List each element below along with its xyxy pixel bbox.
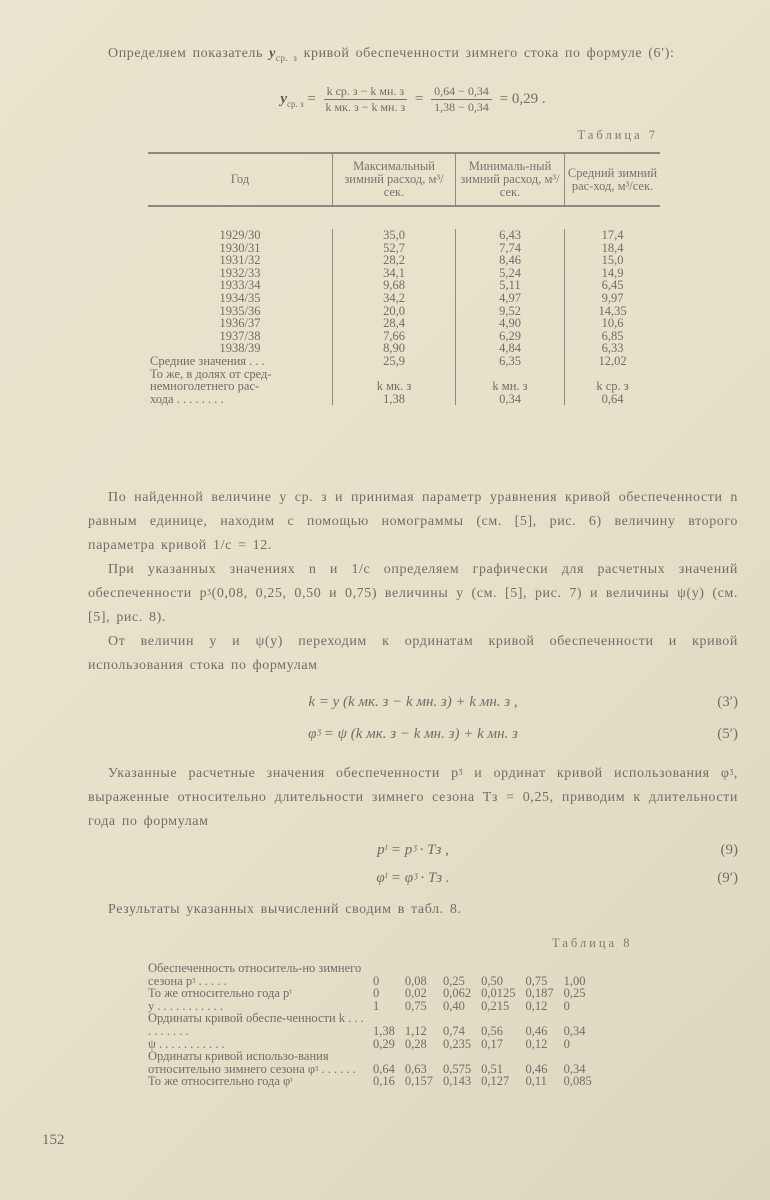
row-label: ψ . . . . . . . . . . . bbox=[148, 1036, 225, 1051]
header-max: Максимальный зимний расход, м³/сек. bbox=[333, 153, 456, 206]
table-cell: 0,085 bbox=[563, 1074, 592, 1089]
table-cell: 0,17 bbox=[481, 1036, 503, 1051]
table-cell: 1935/36 bbox=[219, 303, 261, 318]
table-cell: 4,84 bbox=[456, 342, 565, 355]
table-row bbox=[148, 380, 660, 393]
table-cell: 0,34 bbox=[456, 393, 565, 406]
table-cell: 0,08 bbox=[404, 973, 427, 988]
table-cell: 1936/37 bbox=[219, 316, 261, 331]
table-cell: 0,02 bbox=[404, 986, 427, 1001]
table-cell: k мн. з bbox=[456, 380, 565, 393]
table-cell: хода . . . . . . . . bbox=[150, 391, 224, 406]
table-cell: 1933/34 bbox=[219, 278, 261, 293]
table-cell: 0,25 bbox=[563, 986, 586, 1001]
table-cell: 0 bbox=[563, 1036, 570, 1051]
table-cell: 35,0 bbox=[333, 229, 456, 242]
row-label: То же относительно года pᵗ bbox=[148, 986, 292, 1001]
table-cell: 17,4 bbox=[565, 229, 661, 242]
table-cell: 0,56 bbox=[481, 1023, 503, 1038]
table-cell: 15,0 bbox=[565, 254, 661, 267]
table-cell: 10,6 bbox=[565, 317, 661, 330]
equation-5 bbox=[88, 726, 738, 743]
table-cell: 0,11 bbox=[525, 1074, 547, 1089]
formula-lhs: y bbox=[280, 90, 288, 107]
table-cell: 0,127 bbox=[481, 1074, 510, 1089]
formula-numerator-values: 0,64 − 0,34 bbox=[431, 84, 492, 100]
table-cell: 1929/30 bbox=[219, 228, 261, 242]
table-cell: 6,85 bbox=[565, 330, 661, 343]
row-label: Ординаты кривой обеспе-ченности k . . . . . . . . . . bbox=[148, 1011, 364, 1038]
table-cell: То же, в долях от сред- bbox=[150, 366, 272, 381]
table-row bbox=[148, 254, 660, 267]
equation-9 bbox=[88, 842, 738, 859]
table-cell: 1931/32 bbox=[219, 253, 261, 268]
eq9-text: pᵗ = pᶾ · Tз , bbox=[377, 842, 449, 858]
formula-lhs-sub: ср. з bbox=[287, 98, 304, 109]
paragraph-4: Указанные расчетные значения обеспеченности pᶾ и ординат кривой использования φᶾ, выраженные относительно длительности зимнего сезона Tз = 0,25, приводим к длительности года по формулам bbox=[88, 766, 738, 829]
table-row bbox=[148, 987, 597, 1000]
eq5-number: (5′) bbox=[717, 726, 738, 742]
table-cell: 0,64 bbox=[373, 1061, 395, 1076]
header-year: Год bbox=[148, 153, 333, 206]
row-label: y . . . . . . . . . . . bbox=[148, 998, 223, 1013]
table-cell: 0,51 bbox=[481, 1061, 503, 1076]
table-cell: 0,64 bbox=[565, 393, 661, 406]
table-cell: 12,02 bbox=[565, 355, 661, 368]
table-cell: 0,575 bbox=[443, 1061, 472, 1076]
table-cell: 6,45 bbox=[565, 279, 661, 292]
table-cell: k мк. з bbox=[333, 380, 456, 393]
table-cell: 0,157 bbox=[404, 1074, 433, 1089]
formula-numerator: k ср. з − k мн. з bbox=[324, 84, 408, 100]
table-cell: 5,11 bbox=[456, 279, 565, 292]
table-cell: 0,50 bbox=[481, 973, 503, 988]
table-cell: 9,97 bbox=[565, 292, 661, 305]
table-row bbox=[148, 229, 660, 242]
table-7 bbox=[148, 152, 660, 405]
table-cell: 0,187 bbox=[525, 986, 554, 1001]
table-cell: 1938/39 bbox=[219, 341, 261, 356]
table-cell: Средние значения . . . bbox=[150, 353, 265, 368]
table-row bbox=[148, 317, 660, 330]
table-cell: 28,2 bbox=[333, 254, 456, 267]
table-cell: 0,143 bbox=[443, 1074, 472, 1089]
table-cell: 6,35 bbox=[456, 355, 565, 368]
paragraph-5: Результаты указанных вычислений сводим в табл. 8. bbox=[108, 902, 462, 917]
table-cell: 1,38 bbox=[373, 1023, 395, 1038]
table-cell: 1,00 bbox=[563, 973, 586, 988]
table-cell: 0,16 bbox=[373, 1074, 395, 1089]
table-cell: 0,75 bbox=[404, 998, 427, 1013]
table-cell: 20,0 bbox=[333, 305, 456, 318]
table-cell: 0 bbox=[373, 986, 380, 1001]
table8-caption: Таблица 8 bbox=[552, 936, 633, 950]
table-cell: 0,0125 bbox=[481, 986, 516, 1001]
table-cell: 7,74 bbox=[456, 242, 565, 255]
table-cell: 0 bbox=[563, 998, 570, 1013]
table-cell: 9,68 bbox=[333, 279, 456, 292]
paragraph-3: От величин y и ψ(y) переходим к ординатам кривой обеспеченности и кривой использования стока по формулам bbox=[88, 634, 738, 673]
table-cell: 6,43 bbox=[456, 229, 565, 242]
table-cell: 0,235 bbox=[443, 1036, 472, 1051]
table-cell: 4,97 bbox=[456, 292, 565, 305]
table-cell: 0,46 bbox=[525, 1023, 548, 1038]
table-cell: немноголетнего рас- bbox=[150, 379, 260, 394]
table-cell: 0,46 bbox=[525, 1061, 548, 1076]
eq3-text: k = y (k мк. з − k мн. з) + k мн. з , bbox=[308, 694, 518, 710]
table-cell: 0,29 bbox=[373, 1036, 395, 1051]
paragraph-2: При указанных значениях n и 1/c определяем графически для расчетных значений обеспеченности pᶾ(0,08, 0,25, 0,50 и 0,75) величины y (см. [5], рис. 7) и величины ψ(y) (см. [5], рис. 8). bbox=[88, 562, 738, 625]
table-cell: 0 bbox=[373, 973, 380, 988]
table-cell: 1932/33 bbox=[219, 265, 261, 280]
header-min: Минималь-ный зимний расход, м³/сек. bbox=[456, 153, 565, 206]
table-cell: 0,34 bbox=[563, 1061, 586, 1076]
table-cell: 1937/38 bbox=[219, 328, 261, 343]
table-cell: 6,33 bbox=[565, 342, 661, 355]
intro-paragraph bbox=[88, 42, 738, 70]
eq3-number: (3′) bbox=[717, 694, 738, 710]
eq5-text: φᶾ = ψ (k мк. з − k мн. з) + k мн. з bbox=[308, 726, 518, 742]
table-cell: 25,9 bbox=[333, 355, 456, 368]
table-cell: 0,062 bbox=[443, 986, 472, 1001]
table-cell: 52,7 bbox=[333, 242, 456, 255]
table-8 bbox=[148, 962, 597, 1088]
table-row bbox=[148, 1050, 597, 1075]
formula-6: $y_{ср. з}$ = $\frac{\text{k ср. з − k мн. з}}{\text{k мк. з − k мн. з}}$ = $\frac{0,64 - 0,34}{1,38 - 0,34}$ = 0,29 . bbox=[280, 84, 546, 114]
table-cell: 0,215 bbox=[481, 998, 510, 1013]
table-cell: 5,24 bbox=[456, 267, 565, 280]
equation-9b bbox=[88, 870, 738, 887]
table-row bbox=[148, 1075, 597, 1088]
table-row bbox=[148, 292, 660, 305]
row-label: Ординаты кривой использо-вания относительно зимнего сезона φᶾ . . . . . . bbox=[148, 1049, 356, 1076]
table-cell: 1934/35 bbox=[219, 290, 261, 305]
table-cell: 28,4 bbox=[333, 317, 456, 330]
table-row bbox=[148, 962, 597, 987]
table-cell: 9,52 bbox=[456, 305, 565, 318]
table-cell: 1 bbox=[373, 998, 380, 1013]
table-cell: 0,63 bbox=[404, 1061, 427, 1076]
formula-denominator-values: 1,38 − 0,34 bbox=[434, 100, 489, 114]
table-cell: 34,2 bbox=[333, 292, 456, 305]
table-cell: 1930/31 bbox=[219, 240, 261, 255]
header-mean: Средний зимний рас-ход, м³/сек. bbox=[565, 153, 661, 206]
table-cell: 14,9 bbox=[565, 267, 661, 280]
row-label: Обеспеченность относитель-но зимнего сезона pᶾ . . . . . bbox=[148, 961, 362, 988]
table-cell: 1,12 bbox=[404, 1023, 427, 1038]
table-cell: 0,40 bbox=[443, 998, 465, 1013]
page-number: 152 bbox=[42, 1132, 65, 1148]
table-cell: 8,90 bbox=[333, 342, 456, 355]
table-row bbox=[148, 355, 660, 368]
formula-result: = 0,29 . bbox=[499, 90, 546, 107]
intro-var: y bbox=[269, 46, 276, 61]
table-cell: k ср. з bbox=[565, 380, 661, 393]
table-cell: 14,35 bbox=[565, 305, 661, 318]
eq9-number: (9) bbox=[720, 842, 738, 858]
row-label: То же относительно года φᵗ bbox=[148, 1074, 293, 1089]
table-cell: 4,90 bbox=[456, 317, 565, 330]
table-cell: 18,4 bbox=[565, 242, 661, 255]
intro-text: Определяем показатель bbox=[108, 46, 263, 61]
table-cell: 0,74 bbox=[443, 1023, 465, 1038]
paragraph-1: По найденной величине y ср. з и принимая параметр уравнения кривой обеспеченности n равным единице, находим с помощью номограммы (см. [5], рис. 6) величину второго параметра кривой 1/c = 12. bbox=[88, 490, 738, 553]
table-cell: 6,29 bbox=[456, 330, 565, 343]
table-cell: 0,12 bbox=[525, 998, 548, 1013]
table-cell: 0,12 bbox=[525, 1036, 548, 1051]
intro-var-sub: ср. з bbox=[275, 52, 298, 63]
table-cell: 7,66 bbox=[333, 330, 456, 343]
table-cell: 34,1 bbox=[333, 267, 456, 280]
equation-3 bbox=[88, 694, 738, 711]
table-row bbox=[148, 1012, 597, 1037]
table-cell: 1,38 bbox=[333, 393, 456, 406]
table-cell: 0,75 bbox=[525, 973, 548, 988]
table-cell: 0,28 bbox=[404, 1036, 427, 1051]
intro-text-after: кривой обеспеченности зимнего стока по формуле (6′): bbox=[303, 46, 675, 61]
formula-denominator: k мк. з − k мн. з bbox=[325, 100, 406, 114]
table-cell: 0,25 bbox=[443, 973, 465, 988]
table-cell: 8,46 bbox=[456, 254, 565, 267]
table-row bbox=[148, 393, 660, 406]
table7-caption: Таблица 7 bbox=[577, 128, 658, 142]
table-cell: 0,34 bbox=[563, 1023, 586, 1038]
eq9b-number: (9′) bbox=[717, 870, 738, 886]
eq9b-text: φᵗ = φᶾ · Tз . bbox=[376, 870, 450, 886]
